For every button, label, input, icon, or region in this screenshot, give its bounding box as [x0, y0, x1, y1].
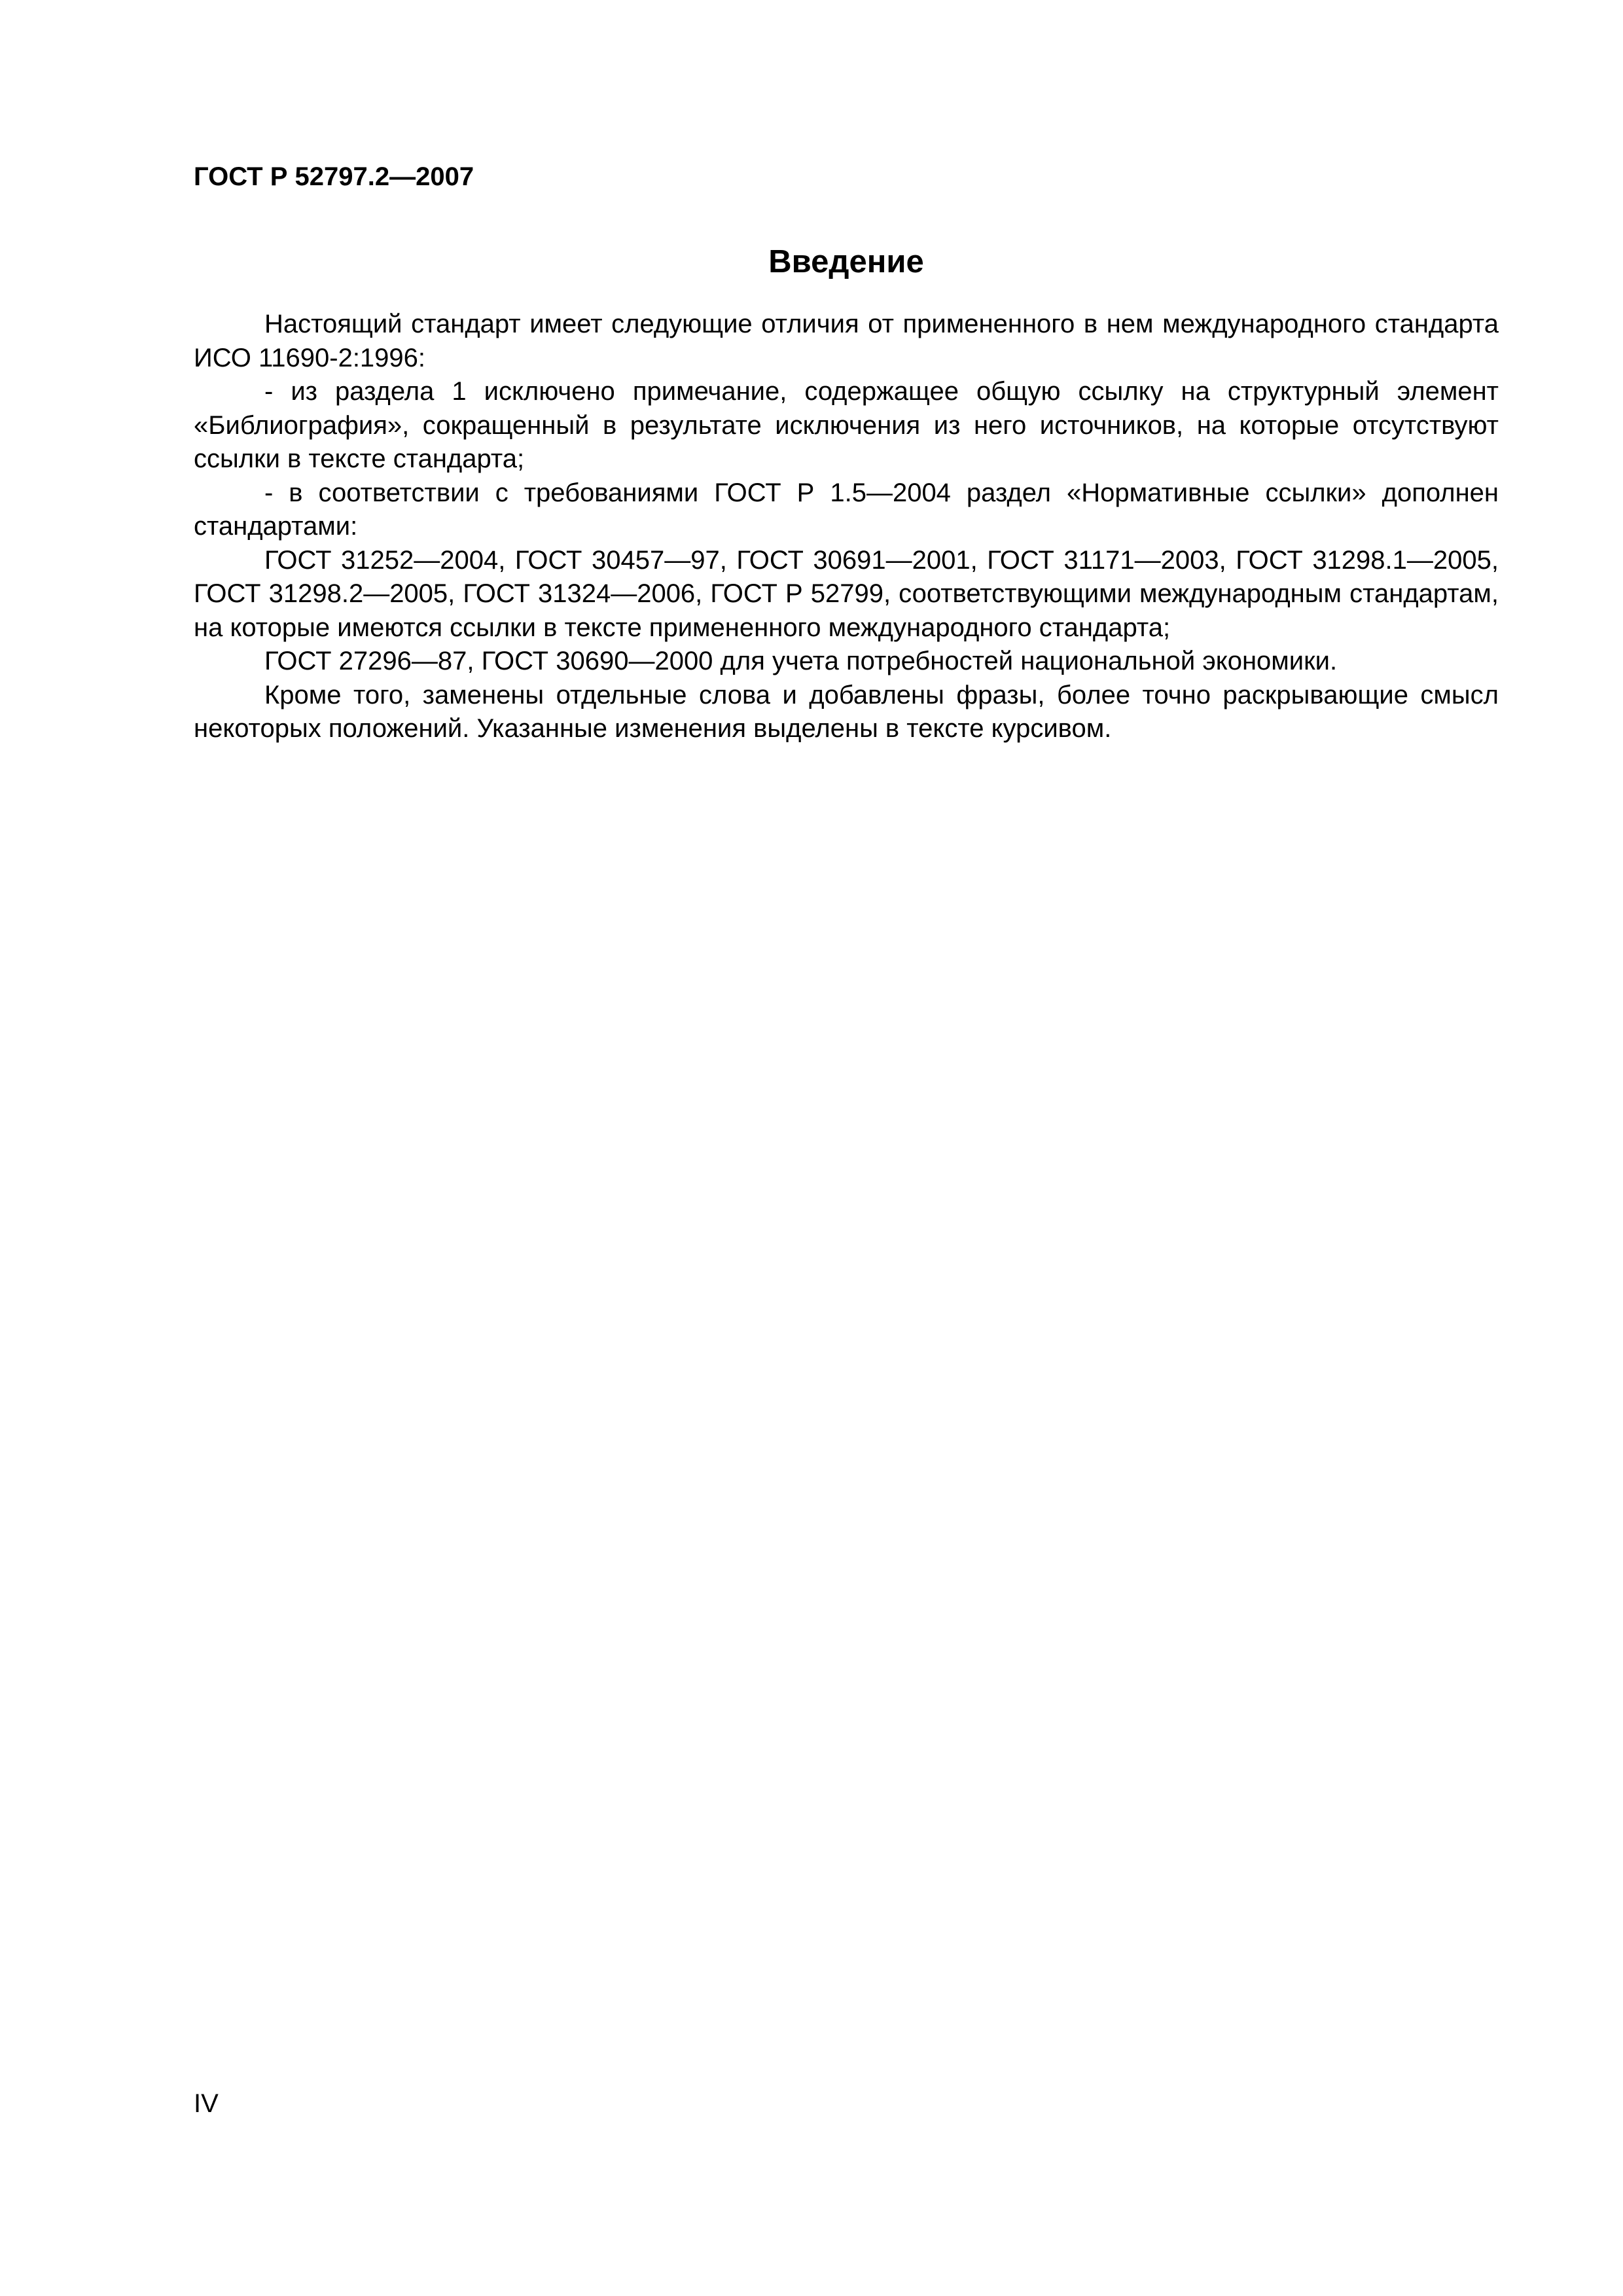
paragraph-intro: Настоящий стандарт имеет следующие отличия от примененного в нем международного стандарта ИСО 11690-2:1996: — [194, 310, 1499, 372]
paragraph-item-bibliography: - из раздела 1 исключено примечание, содержащее общую ссылку на структурный элемент «Библиография», сокращенный в результате исключения из него источников, на которые отсутствуют ссылки в тексте стандарта; — [194, 377, 1499, 473]
paragraph-national-standards: ГОСТ 27296—87, ГОСТ 30690—2000 для учета потребностей национальной экономики. — [264, 647, 1338, 675]
body-text — [194, 308, 1499, 746]
paragraph-item-normative-references: - в соответствии с требованиями ГОСТ Р 1.5—2004 раздел «Нормативные ссылки» дополнен стандартами: — [194, 478, 1499, 541]
page-number: IV — [194, 2089, 219, 2118]
paragraph-closing: Кроме того, заменены отдельные слова и добавлены фразы, более точно раскрывающие смысл некоторых положений. Указанные изменения выделены в тексте курсивом. — [194, 680, 1499, 743]
document-code: ГОСТ Р 52797.2—2007 — [194, 162, 474, 191]
section-title: Введение — [768, 244, 924, 279]
paragraph-standards-list: ГОСТ 31252—2004, ГОСТ 30457—97, ГОСТ 30691—2001, ГОСТ 31171—2003, ГОСТ 31298.1—2005, ГОСТ 31298.2—2005, ГОСТ 31324—2006, ГОСТ Р 52799, соответствующими международным стандартам, на которые имеются ссылки в тексте примененного международного стандарта; — [194, 545, 1499, 642]
